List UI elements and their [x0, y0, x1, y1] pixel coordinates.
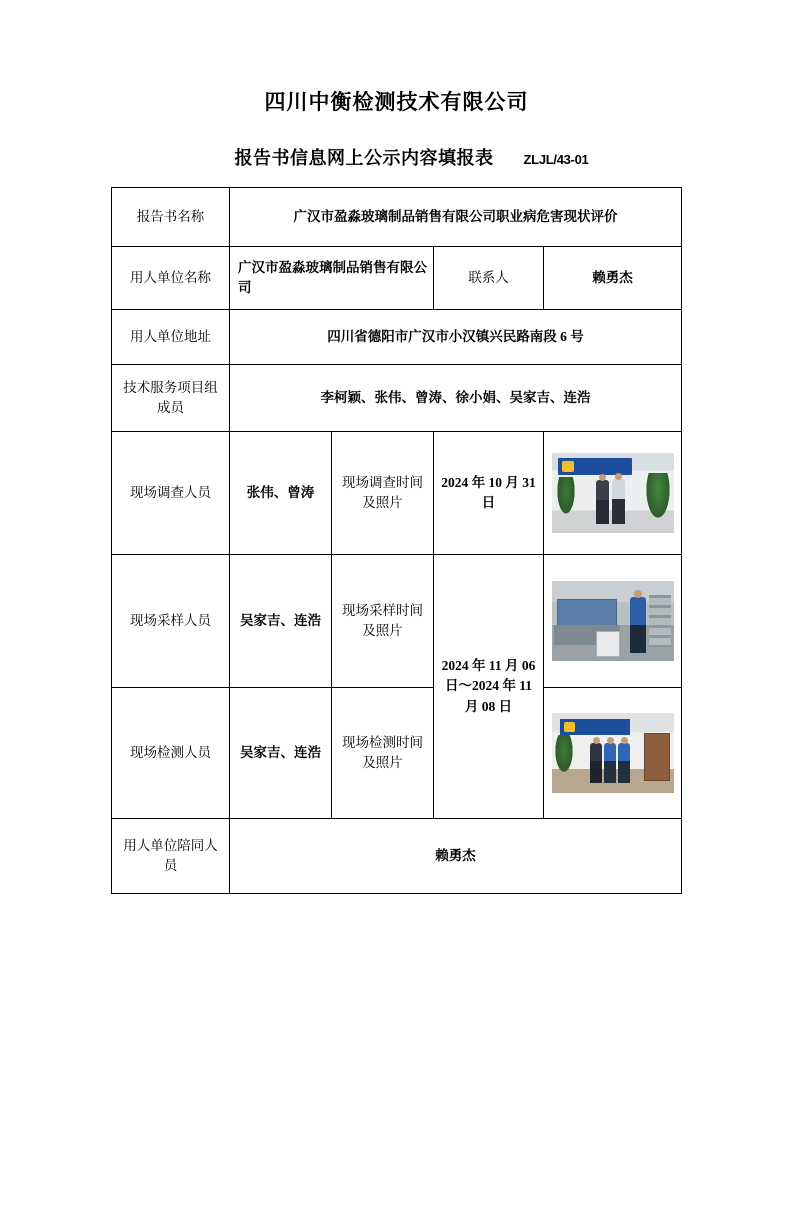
- subtitle-row: [0, 144, 793, 170]
- form-code: ZLJL/43-01: [523, 152, 589, 167]
- survey-label: 现场调查人员: [112, 432, 230, 555]
- form-title: 报告书信息网上公示内容填报表: [234, 148, 494, 168]
- employer-address-label: 用人单位地址: [112, 310, 230, 365]
- person-figure: [590, 743, 602, 783]
- detect-label: 现场检测人员: [112, 688, 230, 819]
- survey-people: 张伟、曾涛: [230, 432, 332, 555]
- person-figure: [630, 597, 646, 653]
- document-page: [0, 86, 793, 1208]
- sampling-people: 吴家吉、连浩: [230, 555, 332, 688]
- rack-icon: [649, 595, 671, 647]
- site-detection-photo: [552, 713, 674, 793]
- employer-address-value: 四川省德阳市广汉市小汉镇兴民路南段 6 号: [230, 310, 682, 365]
- plant-icon: [645, 473, 671, 521]
- company-banner-icon: [560, 719, 630, 735]
- survey-time-label: 现场调查时间及照片: [332, 432, 434, 555]
- site-sampling-photo: [552, 581, 674, 661]
- person-figure: [618, 743, 630, 783]
- accompany-label: 用人单位陪同人员: [112, 819, 230, 894]
- company-banner-icon: [558, 458, 632, 475]
- person-figure: [596, 480, 609, 524]
- report-info-table: [111, 187, 682, 894]
- table-row-team: [112, 365, 682, 432]
- plant-icon: [554, 735, 574, 775]
- equipment-icon: [596, 631, 620, 657]
- table-row-detection: [112, 688, 682, 819]
- contact-label: 联系人: [434, 247, 544, 310]
- table-row-employer-address: [112, 310, 682, 365]
- detect-time-label: 现场检测时间及照片: [332, 688, 434, 819]
- employer-name-label: 用人单位名称: [112, 247, 230, 310]
- table-row-accompany: [112, 819, 682, 894]
- report-name-value: 广汉市盈淼玻璃制品销售有限公司职业病危害现状评价: [230, 188, 682, 247]
- sampling-label: 现场采样人员: [112, 555, 230, 688]
- survey-time-value: 2024 年 10 月 31 日: [434, 432, 544, 555]
- contact-value: 赖勇杰: [544, 247, 682, 310]
- accompany-value: 赖勇杰: [230, 819, 682, 894]
- survey-photo-cell: [544, 432, 682, 555]
- person-figure: [604, 743, 616, 783]
- person-figure: [612, 479, 625, 524]
- sampling-time-label: 现场采样时间及照片: [332, 555, 434, 688]
- door-icon: [644, 733, 670, 781]
- site-survey-photo: [552, 453, 674, 533]
- table-row-survey: [112, 432, 682, 555]
- report-name-label: 报告书名称: [112, 188, 230, 247]
- team-value: 李柯颖、张伟、曾涛、徐小娟、吴家吉、连浩: [230, 365, 682, 432]
- sampling-detect-time-value: 2024 年 11 月 06 日～2024 年 11 月 08 日: [434, 555, 544, 819]
- detect-photo-cell: [544, 688, 682, 819]
- plant-icon: [556, 477, 576, 517]
- page-title: 四川中衡检测技术有限公司: [264, 91, 529, 114]
- table-row-sampling: [112, 555, 682, 688]
- table-row-employer-name: [112, 247, 682, 310]
- sampling-photo-cell: [544, 555, 682, 688]
- detect-people: 吴家吉、连浩: [230, 688, 332, 819]
- team-label: 技术服务项目组成员: [112, 365, 230, 432]
- employer-name-value: 广汉市盈淼玻璃制品销售有限公司: [230, 247, 434, 310]
- table-row-report-name: [112, 188, 682, 247]
